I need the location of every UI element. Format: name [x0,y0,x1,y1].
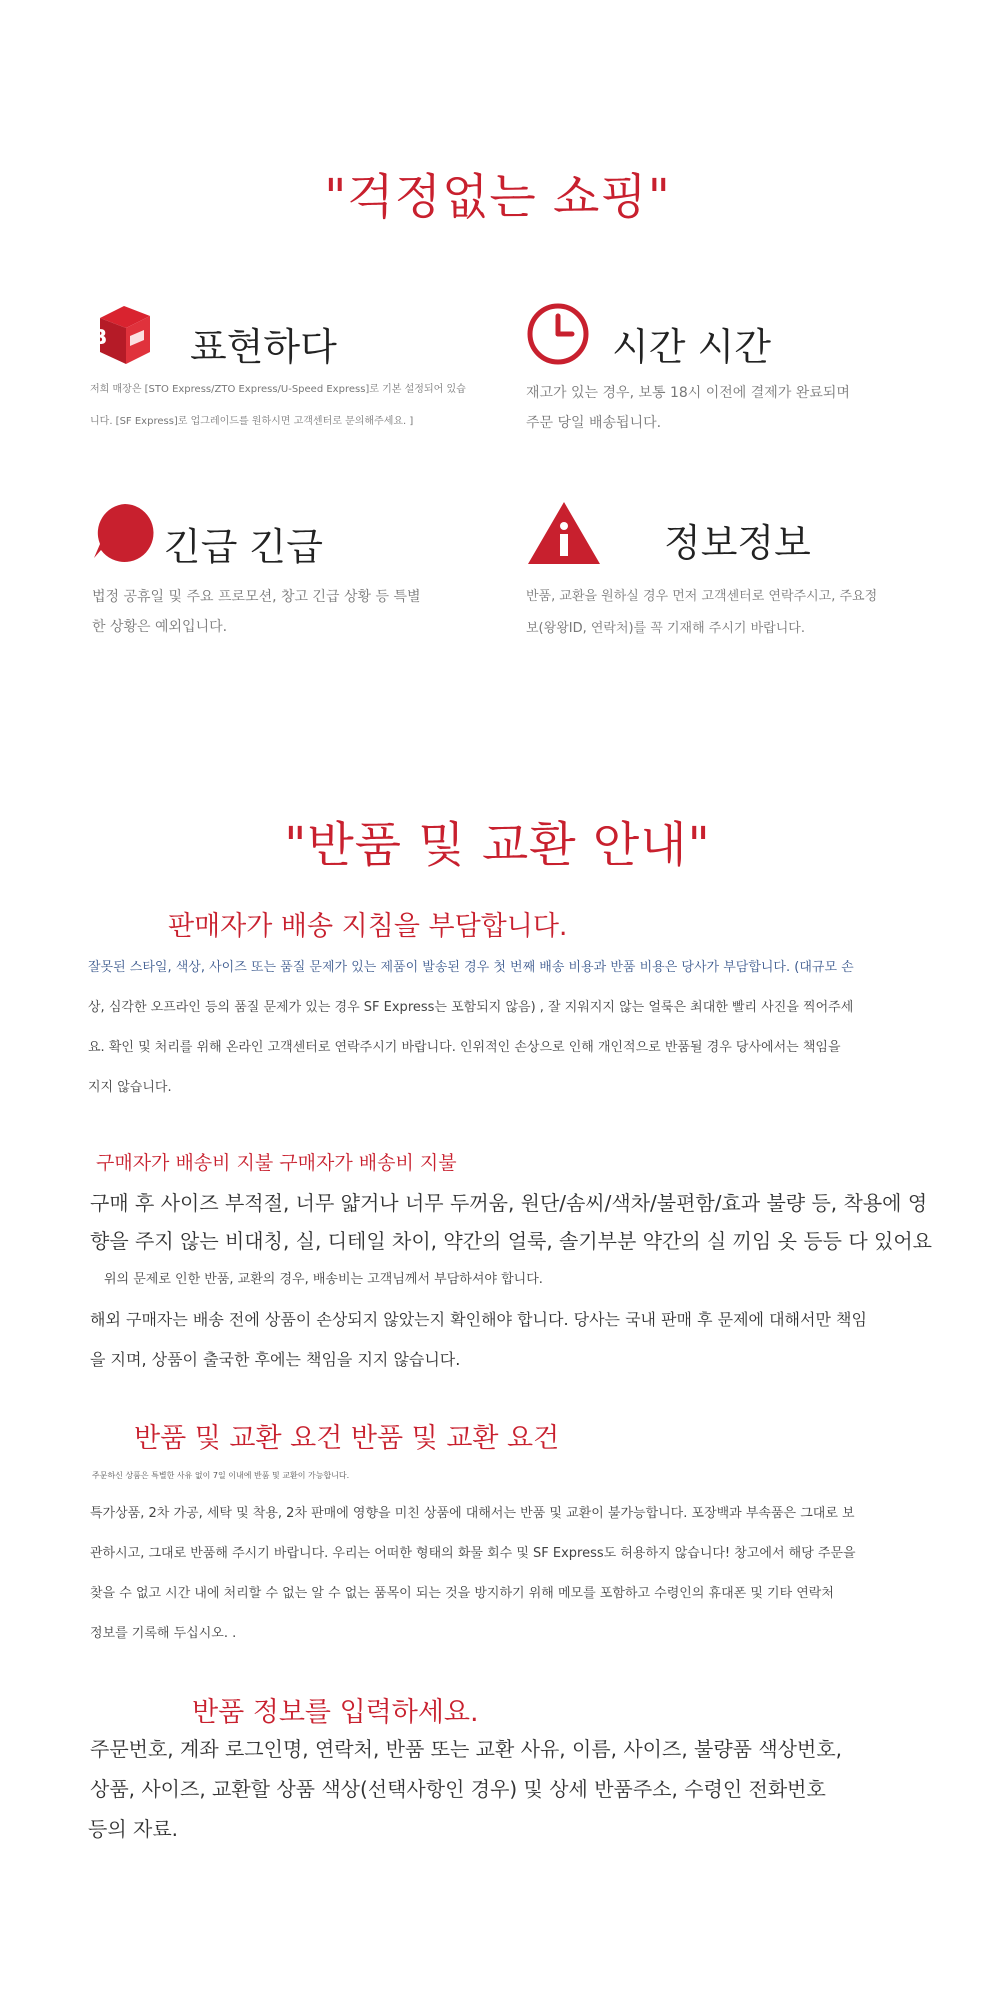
clock-icon [526,302,590,366]
warning-triangle-icon [526,500,602,566]
info-text-line1: 반품, 교환을 원하실 경우 먼저 고객센터로 연락주시고, 주요정 [526,589,878,604]
enter-info-heading: 반품 정보를 입력하세요. [192,1697,479,1728]
buyer-line1: 구매 후 사이즈 부적절, 너무 얇거나 너무 두꺼움, 원단/솜씨/색차/불편함/효과 불량 등, 착용에 영 [90,1191,928,1215]
time-text-line2: 주문 당일 배송됩니다. [526,415,662,431]
svg-text:B: B [92,325,108,349]
conditions-line1: 특가상품, 2차 가공, 세탁 및 착용, 2차 판매에 영향을 미친 상품에 대해서는 반품 및 교환이 불가능합니다. 포장백과 부속품은 그대로 보 [90,1506,855,1521]
conditions-line2: 관하시고, 그대로 반품해 주시기 바랍니다. 우리는 어떠한 형태의 화물 회수 및 SF Express도 허용하지 않습니다! 창고에서 해당 주문을 [90,1546,856,1561]
express-heading: 표현하다 [190,325,337,369]
buyer-heading: 구매자가 배송비 지불 구매자가 배송비 지불 [96,1152,457,1174]
conditions-line3: 찾을 수 없고 시간 내에 처리할 수 없는 알 수 없는 품목이 되는 것을 방지하기 위해 메모를 포함하고 수령인의 휴대폰 및 기타 연락처 [90,1586,834,1601]
info-text-line2: 보(왕왕ID, 연락처)를 꼭 기재해 주시기 바랍니다. [526,621,805,636]
time-text-line1: 재고가 있는 경우, 보통 18시 이전에 결제가 완료되며 [526,385,850,401]
enter-info-line1: 주문번호, 계좌 로그인명, 연락처, 반품 또는 교환 사유, 이름, 사이즈, 불량품 색상번호, [90,1737,842,1761]
express-text-line1: 저희 매장은 [STO Express/ZTO Express/U-Speed Express]로 기본 설정되어 있습 [90,384,466,395]
seller-line1: 잘못된 스타일, 색상, 사이즈 또는 품질 문제가 있는 제품이 발송된 경우 첫 번째 배송 비용과 반품 비용은 당사가 부담합니다. (대규모 손 [88,960,854,975]
info-heading: 정보정보 [664,521,811,565]
enter-info-line3: 등의 자료. [88,1817,178,1841]
buyer-line3: 해외 구매자는 배송 전에 상품이 손상되지 않았는지 확인해야 합니다. 당사는 국내 판매 후 문제에 대해서만 책임 [90,1310,867,1329]
urgent-text-line1: 법정 공휴일 및 주요 프로모션, 창고 긴급 상황 등 특별 [92,589,421,605]
seller-heading: 판매자가 배송 지침을 부담합니다. [168,911,568,942]
conditions-line4: 정보를 기록해 두십시오. . [90,1626,237,1641]
buyer-note: 위의 문제로 인한 반품, 교환의 경우, 배송비는 고객님께서 부담하셔야 합니다. [104,1272,543,1287]
enter-info-line2: 상품, 사이즈, 교환할 상품 색상(선택사항인 경우) 및 상세 반품주소, 수령인 전화번호 [90,1777,826,1801]
urgent-heading: 긴급 긴급 [164,525,323,569]
shopping-title: "걱정없는 쇼핑" [324,169,671,225]
seller-line4: 지지 않습니다. [88,1080,172,1095]
buyer-line4: 을 지며, 상품이 출국한 후에는 책임을 지지 않습니다. [90,1350,461,1369]
urgent-text-line2: 한 상황은 예외입니다. [92,619,228,635]
returns-title: "반품 및 교환 안내" [284,817,711,873]
seller-line3: 요. 확인 및 처리를 위해 온라인 고객센터로 연락주시기 바랍니다. 인위적인 손상으로 인해 개인적으로 반품될 경우 당사에서는 책임을 [88,1040,841,1055]
buyer-line2: 향을 주지 않는 비대칭, 실, 디테일 차이, 약간의 얼룩, 솔기부분 약간의 실 끼임 옷 등등 다 있어요 [90,1229,932,1253]
express-text-line2: 니다. [SF Express]로 업그레이드를 원하시면 고객센터로 문의해주세요. ] [90,416,414,427]
conditions-heading: 반품 및 교환 요건 반품 및 교환 요건 [134,1423,560,1454]
speech-bubble-icon [92,500,158,566]
conditions-tiny-note: 주문하신 상품은 특별한 사유 없이 7일 이내에 반품 및 교환이 가능합니다. [92,1471,350,1480]
seller-line2: 상, 심각한 오프라인 등의 품질 문제가 있는 경우 SF Express는 포함되지 않음) , 잘 지워지지 않는 얼룩은 최대한 빨리 사진을 찍어주세 [88,1000,854,1015]
box-icon [90,300,158,368]
time-heading: 시간 시간 [612,325,771,369]
